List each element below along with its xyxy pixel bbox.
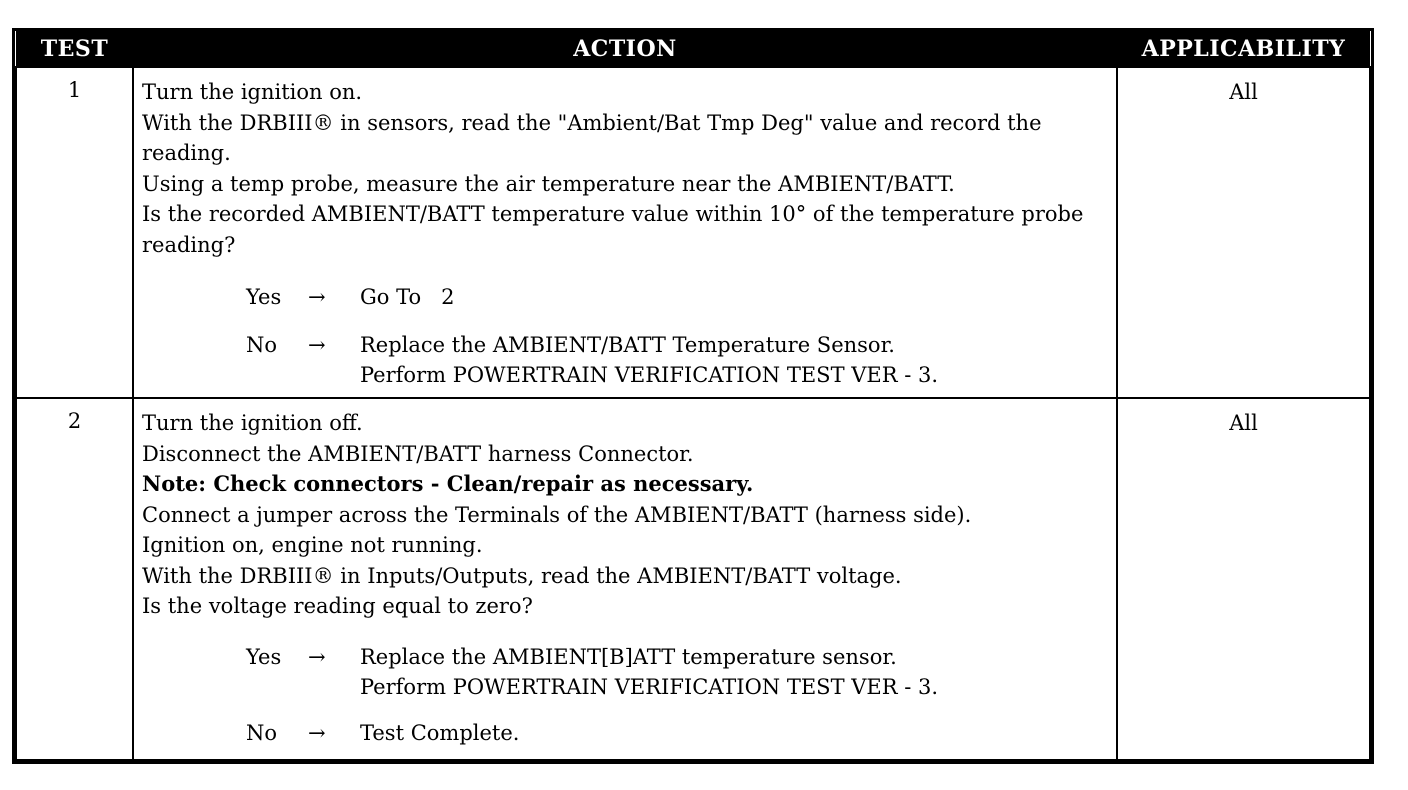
- test-number: 1: [67, 78, 82, 102]
- header-applicability: APPLICABILITY: [1117, 31, 1370, 67]
- no-result: [360, 330, 1108, 390]
- arrow-icon: →: [308, 720, 326, 745]
- action-line: Is the recorded AMBIENT/BATT temperature value within 10° of the temperature probe reading?: [142, 202, 1084, 257]
- arrow-icon: →: [308, 644, 326, 669]
- result-line: Perform POWERTRAIN VERIFICATION TEST VER - 3.: [360, 363, 939, 387]
- result-line: Go To 2: [360, 285, 455, 309]
- arrow-icon: →: [308, 333, 326, 357]
- action-line: Connect a jumper across the Terminals of the AMBIENT/BATT (harness side).: [142, 502, 972, 527]
- action-note: Note: Check connectors - Clean/repair as necessary.: [142, 471, 754, 497]
- no-label: No: [246, 720, 278, 745]
- test-number: 2: [67, 409, 82, 434]
- yes-branch: [246, 642, 1108, 702]
- test-number-cell: [16, 67, 133, 398]
- action-line: Turn the ignition off.: [142, 411, 363, 436]
- result-line: Replace the AMBIENT[B]ATT temperature sensor.: [360, 644, 897, 669]
- header-row: [16, 31, 1370, 67]
- action-cell: [133, 398, 1117, 760]
- result-line: Perform POWERTRAIN VERIFICATION TEST VER - 3.: [360, 674, 939, 699]
- arrow-icon: →: [308, 285, 326, 309]
- diagnostic-test-table: [15, 31, 1371, 761]
- yes-result: [360, 642, 1108, 702]
- yes-result: [360, 282, 1108, 312]
- applicability-cell: [1117, 398, 1370, 760]
- header-action: ACTION: [133, 31, 1117, 67]
- action-cell: [133, 67, 1117, 398]
- applicability-value: All: [1229, 80, 1258, 104]
- action-line: With the DRBIII® in sensors, read the "Ambient/Bat Tmp Deg" value and record the reading.: [142, 110, 1042, 165]
- action-line: Using a temp probe, measure the air temperature near the AMBIENT/BATT.: [142, 171, 955, 196]
- header-test: TEST: [16, 31, 133, 67]
- no-branch: [246, 330, 1108, 390]
- no-label: No: [246, 333, 278, 357]
- yes-branch: [246, 282, 1108, 312]
- diagnostic-table-frame: [12, 28, 1374, 764]
- applicability-cell: [1117, 67, 1370, 398]
- action-line: Disconnect the AMBIENT/BATT harness Connector.: [142, 441, 694, 466]
- action-line: Is the voltage reading equal to zero?: [142, 594, 533, 619]
- applicability-value: All: [1229, 411, 1258, 436]
- result-line: Test Complete.: [360, 720, 520, 745]
- test-number-cell: [16, 398, 133, 760]
- yes-label: Yes: [246, 285, 282, 309]
- no-result: [360, 718, 1108, 748]
- action-line: With the DRBIII® in Inputs/Outputs, read the AMBIENT/BATT voltage.: [142, 563, 902, 588]
- yes-label: Yes: [246, 644, 282, 669]
- test-row-2: [16, 398, 1370, 760]
- result-line: Replace the AMBIENT/BATT Temperature Sensor.: [360, 333, 895, 357]
- test-row-1: [16, 67, 1370, 398]
- no-branch: [246, 718, 1108, 748]
- action-line: Ignition on, engine not running.: [142, 533, 483, 558]
- action-line: Turn the ignition on.: [142, 80, 363, 104]
